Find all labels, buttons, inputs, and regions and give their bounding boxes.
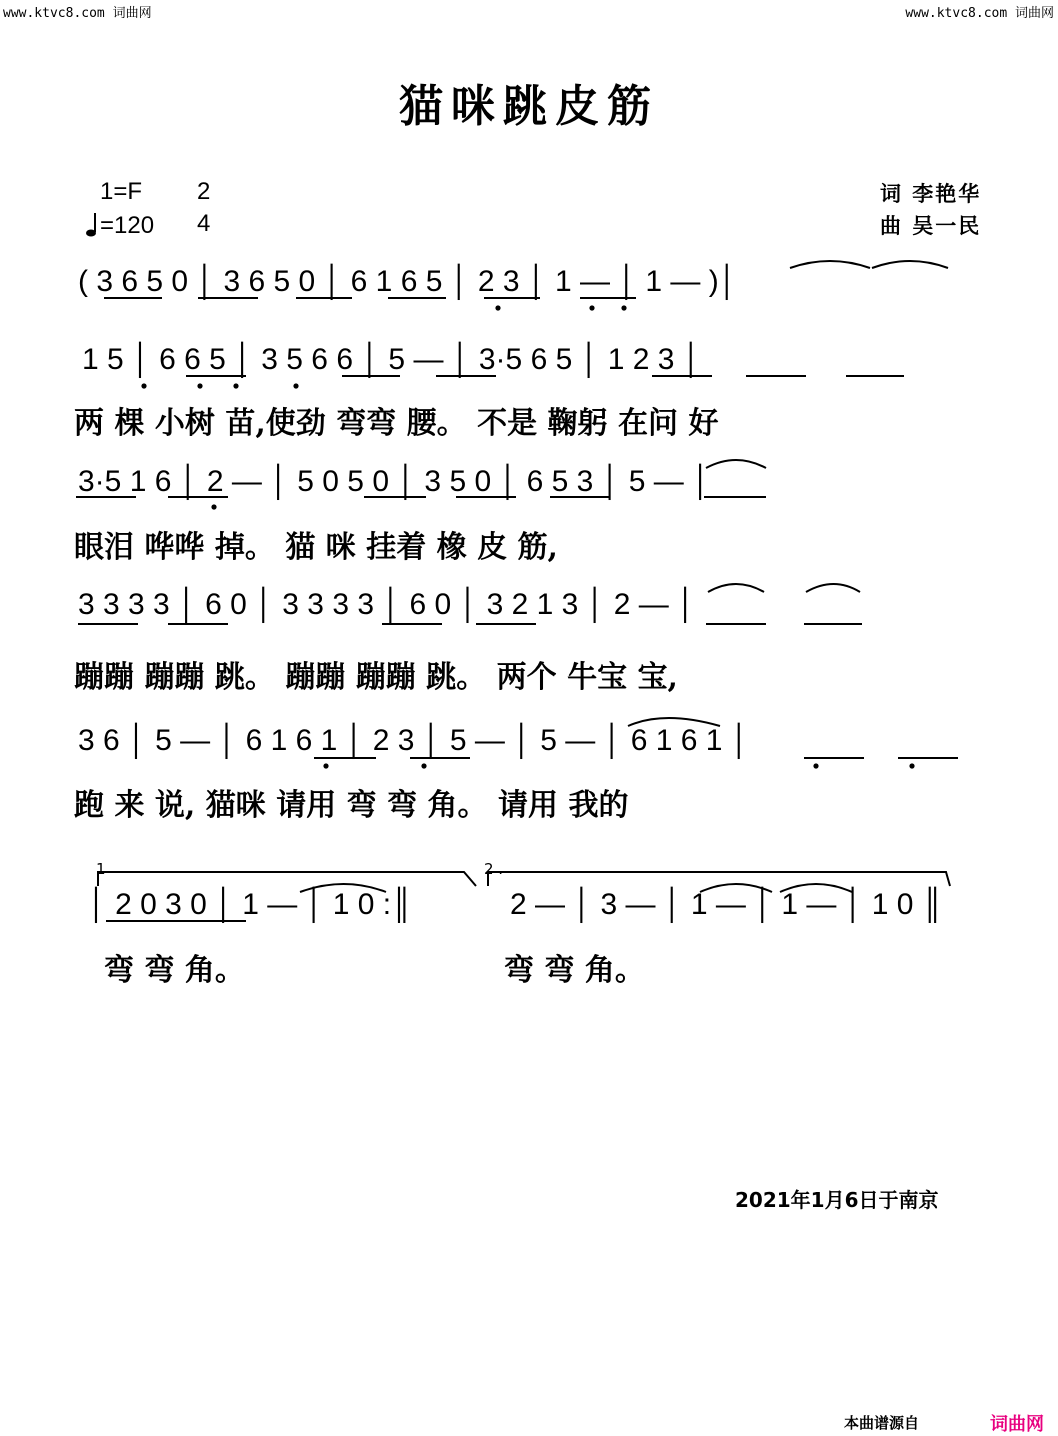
key-signature: 1=F xyxy=(100,178,143,205)
tempo: =120 xyxy=(100,212,155,239)
time-signature-bottom: 4 xyxy=(197,210,211,237)
source-label: 本曲谱源自 xyxy=(844,1414,920,1432)
score-line-4-notes: 3 3 3 3 │ 6 0 │ 3 3 3 3 │ 6 0 │ 3 2 1 3 │ 2 — │ xyxy=(78,588,696,621)
song-title: 猫咪跳皮筋 xyxy=(399,81,659,132)
score-line-2-lyrics: 两 棵 小树 苗,使劲 弯弯 腰。 不是 鞠躬 在问 好 xyxy=(74,406,719,441)
score-line-3-lyrics: 眼泪 哗哗 掉。 猫 咪 挂着 橡 皮 筋, xyxy=(74,530,558,565)
score-line-5-lyrics: 跑 来 说, 猫咪 请用 弯 弯 角。 请用 我的 xyxy=(74,788,629,823)
composition-date: 2021年1月6日于南京 xyxy=(735,1188,939,1212)
score-line-6-lyrics-b: 弯 弯 角。 xyxy=(504,953,645,988)
score-line-4-lyrics: 蹦蹦 蹦蹦 跳。 蹦蹦 蹦蹦 跳。 两个 牛宝 宝, xyxy=(74,660,678,695)
score-line-6-notes-b: 2 — │ 3 — │ 1 — │ 1 — │ 1 0 ║ xyxy=(510,888,944,921)
brand-logo[interactable]: 词曲网 xyxy=(990,1414,1044,1435)
watermark-left: www.ktvc8.com 词曲网 xyxy=(3,6,152,21)
watermark-right: www.ktvc8.com 词曲网 xyxy=(905,6,1054,21)
lyricist-credit: 词 李艳华 xyxy=(880,181,982,206)
score-line-3-notes: 3·5 1 6 │ 2 — │ 5 0 5 0 │ 3 5 0 │ 6 5 3 │ 5 — │ xyxy=(78,465,711,498)
time-signature-top: 2 xyxy=(197,178,211,205)
score-line-2-notes: 1 5 │ 6 6 5 │ 3 5 6 6 │ 5 — │ 3·5 6 5 │ 1 2 3 │ xyxy=(82,343,702,376)
volta-1-label: 1 xyxy=(96,860,106,878)
score-line-5-notes: 3 6 │ 5 — │ 6 1 6 1 │ 2 3 │ 5 — │ 5 — │ 6 1 6 1 │ xyxy=(78,724,750,757)
volta-2-label: 2 . xyxy=(484,860,504,878)
composer-credit: 曲 吴一民 xyxy=(880,213,982,238)
score-line-6-notes-a: │ 2 0 3 0 │ 1 — │ 1 0 :║ xyxy=(88,888,413,921)
score-line-1-notes: ( 3 6 5 0 │ 3 6 5 0 │ 6 1 6 5 │ 2 3 │ 1 — │ 1 — )│ xyxy=(78,265,738,298)
score-line-6-lyrics-a: 弯 弯 角。 xyxy=(104,953,245,988)
